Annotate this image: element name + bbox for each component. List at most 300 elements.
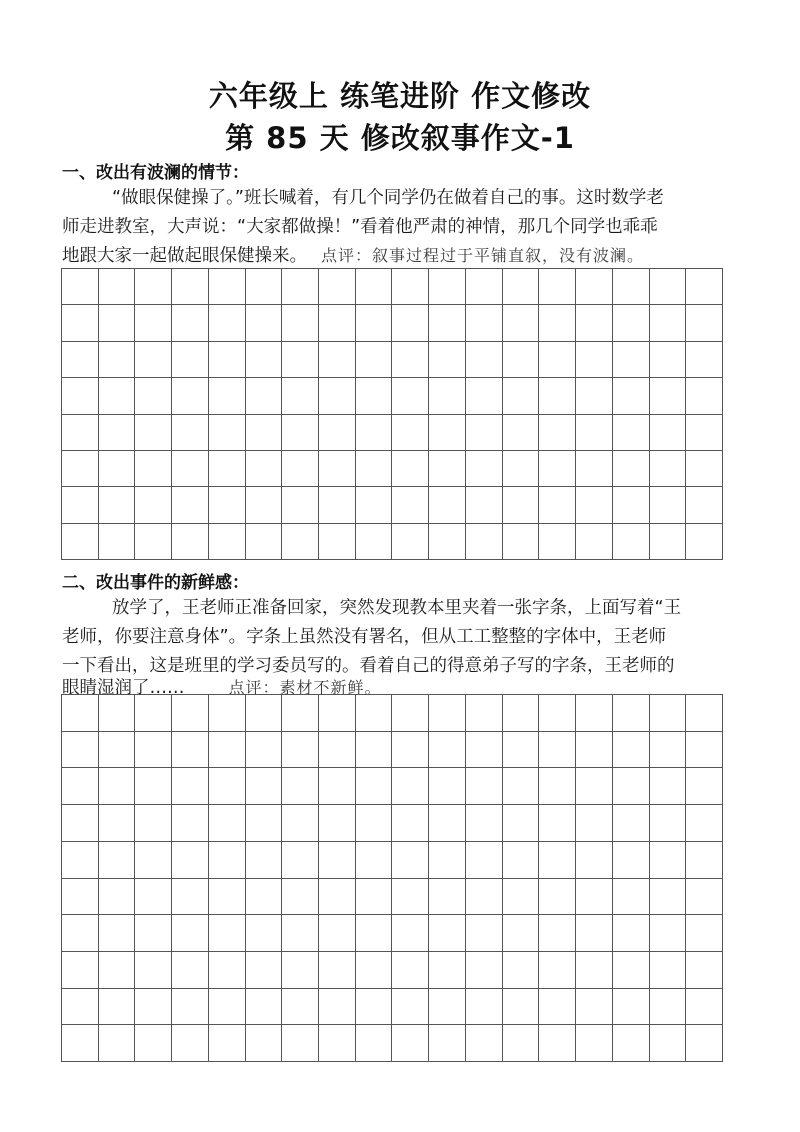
- grid-cell[interactable]: [392, 732, 429, 769]
- grid-cell[interactable]: [650, 269, 687, 305]
- grid-cell[interactable]: [356, 695, 393, 732]
- grid-cell[interactable]: [356, 879, 393, 916]
- grid-cell[interactable]: [209, 415, 246, 451]
- grid-cell[interactable]: [576, 952, 613, 989]
- grid-cell[interactable]: [356, 952, 393, 989]
- grid-cell[interactable]: [319, 524, 356, 560]
- grid-cell[interactable]: [319, 915, 356, 952]
- grid-cell[interactable]: [466, 415, 503, 451]
- grid-cell[interactable]: [503, 269, 540, 305]
- grid-cell[interactable]: [62, 989, 99, 1026]
- grid-cell[interactable]: [650, 342, 687, 378]
- grid-cell[interactable]: [576, 487, 613, 523]
- grid-cell[interactable]: [282, 378, 319, 414]
- grid-cell[interactable]: [246, 415, 283, 451]
- grid-cell[interactable]: [172, 879, 209, 916]
- grid-cell[interactable]: [282, 451, 319, 487]
- grid-cell[interactable]: [613, 451, 650, 487]
- grid-cell[interactable]: [503, 415, 540, 451]
- grid-cell[interactable]: [135, 524, 172, 560]
- grid-cell[interactable]: [135, 768, 172, 805]
- grid-cell[interactable]: [392, 1025, 429, 1062]
- grid-cell[interactable]: [466, 378, 503, 414]
- grid-cell[interactable]: [209, 732, 246, 769]
- grid-cell[interactable]: [503, 487, 540, 523]
- grid-cell[interactable]: [539, 524, 576, 560]
- grid-cell[interactable]: [613, 1025, 650, 1062]
- grid-cell[interactable]: [686, 342, 723, 378]
- grid-cell[interactable]: [613, 378, 650, 414]
- grid-cell[interactable]: [356, 732, 393, 769]
- grid-cell[interactable]: [356, 524, 393, 560]
- grid-cell[interactable]: [539, 768, 576, 805]
- grid-cell[interactable]: [686, 451, 723, 487]
- grid-cell[interactable]: [246, 952, 283, 989]
- grid-cell[interactable]: [172, 989, 209, 1026]
- grid-cell[interactable]: [99, 768, 136, 805]
- grid-cell[interactable]: [172, 451, 209, 487]
- grid-cell[interactable]: [356, 805, 393, 842]
- grid-cell[interactable]: [282, 487, 319, 523]
- grid-cell[interactable]: [246, 879, 283, 916]
- grid-cell[interactable]: [539, 342, 576, 378]
- grid-cell[interactable]: [62, 732, 99, 769]
- grid-cell[interactable]: [172, 487, 209, 523]
- grid-cell[interactable]: [613, 269, 650, 305]
- grid-cell[interactable]: [172, 732, 209, 769]
- grid-cell[interactable]: [392, 415, 429, 451]
- grid-cell[interactable]: [466, 305, 503, 341]
- grid-cell[interactable]: [429, 524, 466, 560]
- grid-cell[interactable]: [246, 305, 283, 341]
- grid-cell[interactable]: [246, 1025, 283, 1062]
- grid-cell[interactable]: [209, 524, 246, 560]
- grid-cell[interactable]: [392, 879, 429, 916]
- grid-cell[interactable]: [539, 732, 576, 769]
- grid-cell[interactable]: [539, 415, 576, 451]
- grid-cell[interactable]: [650, 732, 687, 769]
- grid-cell[interactable]: [613, 805, 650, 842]
- grid-cell[interactable]: [246, 732, 283, 769]
- grid-cell[interactable]: [429, 269, 466, 305]
- grid-cell[interactable]: [99, 487, 136, 523]
- grid-cell[interactable]: [319, 732, 356, 769]
- grid-cell[interactable]: [613, 842, 650, 879]
- grid-cell[interactable]: [282, 305, 319, 341]
- grid-cell[interactable]: [209, 269, 246, 305]
- section-1-writing-grid[interactable]: [61, 268, 723, 560]
- grid-cell[interactable]: [319, 842, 356, 879]
- grid-cell[interactable]: [319, 695, 356, 732]
- grid-cell[interactable]: [539, 842, 576, 879]
- grid-cell[interactable]: [246, 342, 283, 378]
- grid-cell[interactable]: [429, 305, 466, 341]
- grid-cell[interactable]: [466, 269, 503, 305]
- grid-cell[interactable]: [172, 915, 209, 952]
- grid-cell[interactable]: [246, 487, 283, 523]
- grid-cell[interactable]: [686, 695, 723, 732]
- grid-cell[interactable]: [613, 732, 650, 769]
- grid-cell[interactable]: [613, 487, 650, 523]
- grid-cell[interactable]: [650, 952, 687, 989]
- grid-cell[interactable]: [135, 842, 172, 879]
- grid-cell[interactable]: [686, 732, 723, 769]
- grid-cell[interactable]: [392, 378, 429, 414]
- grid-cell[interactable]: [356, 378, 393, 414]
- grid-cell[interactable]: [209, 842, 246, 879]
- grid-cell[interactable]: [99, 342, 136, 378]
- grid-cell[interactable]: [135, 378, 172, 414]
- grid-cell[interactable]: [356, 305, 393, 341]
- grid-cell[interactable]: [686, 879, 723, 916]
- grid-cell[interactable]: [576, 342, 613, 378]
- grid-cell[interactable]: [135, 342, 172, 378]
- grid-cell[interactable]: [282, 768, 319, 805]
- grid-cell[interactable]: [429, 695, 466, 732]
- grid-cell[interactable]: [135, 952, 172, 989]
- grid-cell[interactable]: [135, 879, 172, 916]
- grid-cell[interactable]: [429, 342, 466, 378]
- grid-cell[interactable]: [503, 842, 540, 879]
- grid-cell[interactable]: [576, 915, 613, 952]
- grid-cell[interactable]: [282, 842, 319, 879]
- grid-cell[interactable]: [466, 915, 503, 952]
- grid-cell[interactable]: [172, 1025, 209, 1062]
- grid-cell[interactable]: [246, 451, 283, 487]
- grid-cell[interactable]: [99, 989, 136, 1026]
- grid-cell[interactable]: [62, 451, 99, 487]
- grid-cell[interactable]: [99, 805, 136, 842]
- grid-cell[interactable]: [135, 415, 172, 451]
- grid-cell[interactable]: [135, 989, 172, 1026]
- grid-cell[interactable]: [62, 695, 99, 732]
- grid-cell[interactable]: [62, 524, 99, 560]
- grid-cell[interactable]: [356, 415, 393, 451]
- grid-cell[interactable]: [466, 805, 503, 842]
- grid-cell[interactable]: [62, 805, 99, 842]
- grid-cell[interactable]: [613, 768, 650, 805]
- grid-cell[interactable]: [135, 305, 172, 341]
- grid-cell[interactable]: [62, 342, 99, 378]
- grid-cell[interactable]: [319, 269, 356, 305]
- grid-cell[interactable]: [62, 487, 99, 523]
- grid-cell[interactable]: [686, 524, 723, 560]
- grid-cell[interactable]: [650, 1025, 687, 1062]
- grid-cell[interactable]: [99, 415, 136, 451]
- grid-cell[interactable]: [99, 524, 136, 560]
- grid-cell[interactable]: [246, 524, 283, 560]
- section-2-writing-grid[interactable]: [61, 694, 723, 1062]
- grid-cell[interactable]: [209, 305, 246, 341]
- grid-cell[interactable]: [466, 989, 503, 1026]
- grid-cell[interactable]: [613, 989, 650, 1026]
- grid-cell[interactable]: [99, 269, 136, 305]
- grid-cell[interactable]: [503, 952, 540, 989]
- grid-cell[interactable]: [319, 451, 356, 487]
- grid-cell[interactable]: [282, 1025, 319, 1062]
- grid-cell[interactable]: [99, 952, 136, 989]
- grid-cell[interactable]: [319, 305, 356, 341]
- grid-cell[interactable]: [282, 695, 319, 732]
- grid-cell[interactable]: [209, 451, 246, 487]
- grid-cell[interactable]: [282, 805, 319, 842]
- grid-cell[interactable]: [319, 378, 356, 414]
- grid-cell[interactable]: [62, 1025, 99, 1062]
- grid-cell[interactable]: [282, 342, 319, 378]
- grid-cell[interactable]: [576, 269, 613, 305]
- grid-cell[interactable]: [650, 989, 687, 1026]
- grid-cell[interactable]: [576, 695, 613, 732]
- grid-cell[interactable]: [466, 842, 503, 879]
- grid-cell[interactable]: [209, 768, 246, 805]
- grid-cell[interactable]: [576, 524, 613, 560]
- grid-cell[interactable]: [613, 915, 650, 952]
- grid-cell[interactable]: [686, 842, 723, 879]
- grid-cell[interactable]: [209, 378, 246, 414]
- grid-cell[interactable]: [62, 768, 99, 805]
- grid-cell[interactable]: [576, 415, 613, 451]
- grid-cell[interactable]: [246, 805, 283, 842]
- grid-cell[interactable]: [246, 768, 283, 805]
- grid-cell[interactable]: [246, 915, 283, 952]
- grid-cell[interactable]: [429, 1025, 466, 1062]
- grid-cell[interactable]: [172, 695, 209, 732]
- grid-cell[interactable]: [650, 378, 687, 414]
- grid-cell[interactable]: [503, 1025, 540, 1062]
- grid-cell[interactable]: [392, 269, 429, 305]
- grid-cell[interactable]: [172, 342, 209, 378]
- grid-cell[interactable]: [356, 989, 393, 1026]
- grid-cell[interactable]: [392, 305, 429, 341]
- grid-cell[interactable]: [650, 305, 687, 341]
- grid-cell[interactable]: [650, 487, 687, 523]
- grid-cell[interactable]: [539, 952, 576, 989]
- grid-cell[interactable]: [429, 805, 466, 842]
- grid-cell[interactable]: [135, 269, 172, 305]
- grid-cell[interactable]: [429, 487, 466, 523]
- grid-cell[interactable]: [686, 805, 723, 842]
- grid-cell[interactable]: [686, 952, 723, 989]
- grid-cell[interactable]: [429, 768, 466, 805]
- grid-cell[interactable]: [650, 451, 687, 487]
- grid-cell[interactable]: [650, 842, 687, 879]
- grid-cell[interactable]: [246, 989, 283, 1026]
- grid-cell[interactable]: [503, 915, 540, 952]
- grid-cell[interactable]: [503, 524, 540, 560]
- grid-cell[interactable]: [686, 415, 723, 451]
- grid-cell[interactable]: [539, 915, 576, 952]
- grid-cell[interactable]: [99, 879, 136, 916]
- grid-cell[interactable]: [209, 879, 246, 916]
- grid-cell[interactable]: [172, 805, 209, 842]
- grid-cell[interactable]: [319, 879, 356, 916]
- grid-cell[interactable]: [576, 879, 613, 916]
- grid-cell[interactable]: [392, 842, 429, 879]
- grid-cell[interactable]: [356, 269, 393, 305]
- grid-cell[interactable]: [356, 342, 393, 378]
- grid-cell[interactable]: [99, 451, 136, 487]
- grid-cell[interactable]: [576, 378, 613, 414]
- grid-cell[interactable]: [650, 695, 687, 732]
- grid-cell[interactable]: [282, 879, 319, 916]
- grid-cell[interactable]: [429, 989, 466, 1026]
- grid-cell[interactable]: [246, 378, 283, 414]
- grid-cell[interactable]: [576, 305, 613, 341]
- grid-cell[interactable]: [62, 952, 99, 989]
- grid-cell[interactable]: [613, 524, 650, 560]
- grid-cell[interactable]: [209, 342, 246, 378]
- grid-cell[interactable]: [282, 415, 319, 451]
- grid-cell[interactable]: [429, 732, 466, 769]
- grid-cell[interactable]: [503, 732, 540, 769]
- grid-cell[interactable]: [356, 487, 393, 523]
- grid-cell[interactable]: [539, 269, 576, 305]
- grid-cell[interactable]: [209, 989, 246, 1026]
- grid-cell[interactable]: [356, 1025, 393, 1062]
- grid-cell[interactable]: [503, 879, 540, 916]
- grid-cell[interactable]: [466, 768, 503, 805]
- grid-cell[interactable]: [392, 451, 429, 487]
- grid-cell[interactable]: [135, 695, 172, 732]
- grid-cell[interactable]: [539, 805, 576, 842]
- grid-cell[interactable]: [172, 305, 209, 341]
- grid-cell[interactable]: [172, 524, 209, 560]
- grid-cell[interactable]: [576, 842, 613, 879]
- grid-cell[interactable]: [686, 269, 723, 305]
- grid-cell[interactable]: [282, 269, 319, 305]
- grid-cell[interactable]: [392, 695, 429, 732]
- grid-cell[interactable]: [466, 1025, 503, 1062]
- grid-cell[interactable]: [466, 879, 503, 916]
- grid-cell[interactable]: [539, 879, 576, 916]
- grid-cell[interactable]: [576, 1025, 613, 1062]
- grid-cell[interactable]: [539, 1025, 576, 1062]
- grid-cell[interactable]: [62, 269, 99, 305]
- grid-cell[interactable]: [319, 1025, 356, 1062]
- grid-cell[interactable]: [686, 1025, 723, 1062]
- grid-cell[interactable]: [246, 269, 283, 305]
- grid-cell[interactable]: [650, 768, 687, 805]
- grid-cell[interactable]: [209, 952, 246, 989]
- grid-cell[interactable]: [576, 451, 613, 487]
- grid-cell[interactable]: [62, 879, 99, 916]
- grid-cell[interactable]: [319, 805, 356, 842]
- grid-cell[interactable]: [319, 342, 356, 378]
- grid-cell[interactable]: [62, 378, 99, 414]
- grid-cell[interactable]: [392, 989, 429, 1026]
- grid-cell[interactable]: [539, 305, 576, 341]
- grid-cell[interactable]: [209, 1025, 246, 1062]
- grid-cell[interactable]: [135, 732, 172, 769]
- grid-cell[interactable]: [686, 487, 723, 523]
- grid-cell[interactable]: [282, 952, 319, 989]
- grid-cell[interactable]: [576, 805, 613, 842]
- grid-cell[interactable]: [686, 378, 723, 414]
- grid-cell[interactable]: [356, 842, 393, 879]
- grid-cell[interactable]: [392, 487, 429, 523]
- grid-cell[interactable]: [319, 989, 356, 1026]
- grid-cell[interactable]: [466, 695, 503, 732]
- grid-cell[interactable]: [62, 305, 99, 341]
- grid-cell[interactable]: [686, 305, 723, 341]
- grid-cell[interactable]: [650, 879, 687, 916]
- grid-cell[interactable]: [466, 451, 503, 487]
- grid-cell[interactable]: [650, 415, 687, 451]
- grid-cell[interactable]: [576, 732, 613, 769]
- grid-cell[interactable]: [392, 524, 429, 560]
- grid-cell[interactable]: [356, 768, 393, 805]
- grid-cell[interactable]: [503, 451, 540, 487]
- grid-cell[interactable]: [99, 1025, 136, 1062]
- grid-cell[interactable]: [613, 879, 650, 916]
- grid-cell[interactable]: [466, 732, 503, 769]
- grid-cell[interactable]: [319, 487, 356, 523]
- grid-cell[interactable]: [209, 805, 246, 842]
- grid-cell[interactable]: [503, 989, 540, 1026]
- grid-cell[interactable]: [135, 805, 172, 842]
- grid-cell[interactable]: [99, 305, 136, 341]
- grid-cell[interactable]: [503, 305, 540, 341]
- grid-cell[interactable]: [613, 305, 650, 341]
- grid-cell[interactable]: [319, 952, 356, 989]
- grid-cell[interactable]: [172, 269, 209, 305]
- grid-cell[interactable]: [392, 915, 429, 952]
- grid-cell[interactable]: [503, 695, 540, 732]
- grid-cell[interactable]: [503, 768, 540, 805]
- grid-cell[interactable]: [62, 842, 99, 879]
- grid-cell[interactable]: [613, 952, 650, 989]
- grid-cell[interactable]: [539, 451, 576, 487]
- grid-cell[interactable]: [172, 415, 209, 451]
- grid-cell[interactable]: [356, 915, 393, 952]
- grid-cell[interactable]: [135, 451, 172, 487]
- grid-cell[interactable]: [246, 842, 283, 879]
- grid-cell[interactable]: [319, 768, 356, 805]
- grid-cell[interactable]: [576, 768, 613, 805]
- grid-cell[interactable]: [99, 695, 136, 732]
- grid-cell[interactable]: [99, 732, 136, 769]
- grid-cell[interactable]: [686, 989, 723, 1026]
- grid-cell[interactable]: [466, 524, 503, 560]
- grid-cell[interactable]: [209, 487, 246, 523]
- grid-cell[interactable]: [466, 342, 503, 378]
- grid-cell[interactable]: [503, 342, 540, 378]
- grid-cell[interactable]: [356, 451, 393, 487]
- grid-cell[interactable]: [539, 989, 576, 1026]
- grid-cell[interactable]: [99, 842, 136, 879]
- grid-cell[interactable]: [429, 415, 466, 451]
- grid-cell[interactable]: [282, 524, 319, 560]
- grid-cell[interactable]: [172, 768, 209, 805]
- grid-cell[interactable]: [429, 451, 466, 487]
- grid-cell[interactable]: [135, 915, 172, 952]
- grid-cell[interactable]: [539, 695, 576, 732]
- grid-cell[interactable]: [135, 1025, 172, 1062]
- grid-cell[interactable]: [246, 695, 283, 732]
- grid-cell[interactable]: [392, 768, 429, 805]
- grid-cell[interactable]: [576, 989, 613, 1026]
- grid-cell[interactable]: [172, 378, 209, 414]
- grid-cell[interactable]: [613, 695, 650, 732]
- grid-cell[interactable]: [503, 805, 540, 842]
- grid-cell[interactable]: [392, 805, 429, 842]
- grid-cell[interactable]: [429, 952, 466, 989]
- grid-cell[interactable]: [429, 915, 466, 952]
- grid-cell[interactable]: [282, 915, 319, 952]
- grid-cell[interactable]: [172, 952, 209, 989]
- grid-cell[interactable]: [613, 342, 650, 378]
- grid-cell[interactable]: [613, 415, 650, 451]
